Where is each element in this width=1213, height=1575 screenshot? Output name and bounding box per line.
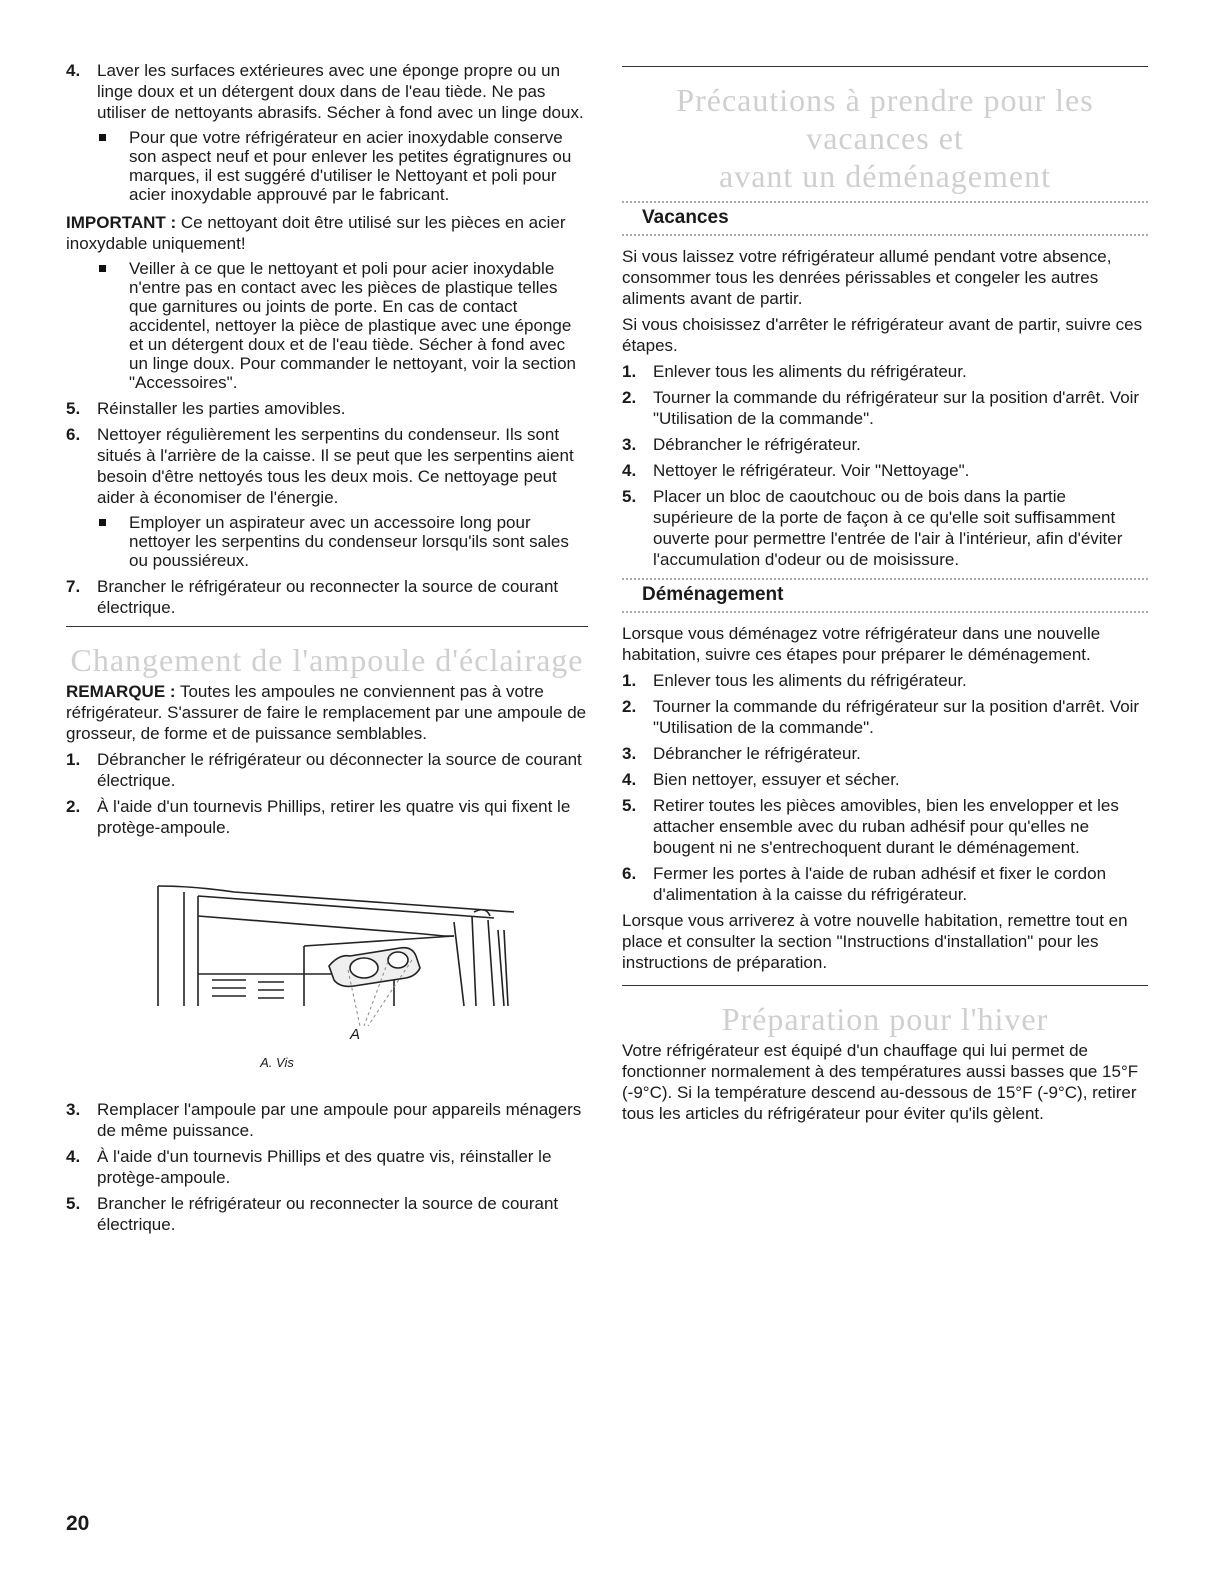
dotted-divider xyxy=(622,578,1148,580)
step-text: Débrancher le réfrigérateur. xyxy=(653,744,861,763)
vacances-step-1 xyxy=(622,361,1148,382)
figure-caption: A. Vis xyxy=(260,1055,294,1070)
demenagement-step-3 xyxy=(622,743,1148,764)
step-text: Nettoyer le réfrigérateur. Voir "Nettoyage". xyxy=(653,461,970,480)
vacances-paragraph-2: Si vous choisissez d'arrêter le réfrigérateur avant de partir, suivre ces étapes. xyxy=(622,315,1143,355)
section-divider xyxy=(66,626,588,627)
bullet-vacuum: Employer un aspirateur avec un accessoire long pour nettoyer les serpentins du condenseur lorsqu'ils sont sales ou poussiéreux. xyxy=(97,513,588,570)
bulb-steps-first xyxy=(66,749,588,838)
step-text: Brancher le réfrigérateur ou reconnecter la source de courant électrique. xyxy=(97,577,559,617)
step-number: 4. xyxy=(622,461,637,480)
bullet-plastic-contact: Veiller à ce que le nettoyant et poli pour acier inoxydable n'entre pas en contact avec les pièces de plastique telles que garnitures ou joints de porte. En cas de contact accidentel, nettoyer la pièce de plastique avec une éponge et un détergent doux et de l'eau tiède. Sécher à fond avec un linge doux. Pour commander le nettoyant, voir la section "Accessoires". xyxy=(97,259,588,392)
cleaning-step-5 xyxy=(66,398,588,419)
step-number: 4. xyxy=(66,1147,81,1166)
bulb-step-1 xyxy=(66,749,588,791)
step-text: À l'aide d'un tournevis Phillips et des quatre vis, réinstaller le protège-ampoule. xyxy=(97,1147,552,1187)
bulb-step-4 xyxy=(66,1146,588,1188)
step-text: Enlever tous les aliments du réfrigérateur. xyxy=(653,671,967,690)
step-text: Débrancher le réfrigérateur ou déconnecter la source de courant électrique. xyxy=(97,750,582,790)
bulb-section-title: Changement de l'ampoule d'éclairage xyxy=(70,642,584,678)
demenagement-step-1 xyxy=(622,670,1148,691)
cleaning-step-4 xyxy=(66,60,588,123)
bulb-step-3 xyxy=(66,1099,588,1141)
step-text: Bien nettoyer, essuyer et sécher. xyxy=(653,770,900,789)
vacances-step-4 xyxy=(622,460,1148,481)
step-text: Placer un bloc de caoutchouc ou de bois dans la partie supérieure de la porte de façon à ce qu'elle soit suffisamment ouverte pour permettre l'entrée de l'air à l'intérieur, afin d'éviter l'accumulation d'odeur ou de moisissure. xyxy=(653,487,1123,569)
dotted-divider xyxy=(622,234,1148,236)
step-text: Nettoyer régulièrement les serpentins du condenseur. Ils sont situés à l'arrière de la caisse. Il se peut que les serpentins aient besoin d'être nettoyés tous les deux mois. Ce nettoyage peut aider à économiser de l'énergie. xyxy=(97,425,574,507)
bulb-cover-figure xyxy=(154,856,554,1056)
step-text: Retirer toutes les pièces amovibles, bien les envelopper et les attacher ensemble avec du ruban adhésif pour qu'elles ne bougent ni ne s'entrechoquent durant le déménagement. xyxy=(653,796,1119,857)
demenagement-steps xyxy=(622,670,1148,905)
left-column xyxy=(66,60,588,1240)
remarque-text: Toutes les ampoules ne conviennent pas à votre réfrigérateur. S'assurer de faire le remplacement par une ampoule de grosseur, de forme et de puissance semblables. xyxy=(66,682,587,743)
vacances-steps xyxy=(622,361,1148,570)
cleaning-step-7 xyxy=(66,576,588,618)
demenagement-heading: Déménagement xyxy=(642,584,784,605)
important-note xyxy=(66,212,588,254)
remarque-label: REMARQUE : xyxy=(66,682,176,701)
vacation-title-line-2: avant un déménagement xyxy=(719,158,1051,194)
step-text: Remplacer l'ampoule par une ampoule pour appareils ménagers de même puissance. xyxy=(97,1100,582,1140)
demenagement-step-5 xyxy=(622,795,1148,858)
section-divider xyxy=(622,985,1148,986)
hiver-paragraph: Votre réfrigérateur est équipé d'un chauffage qui lui permet de fonctionner normalement à des températures aussi basses que 15°F (-9°C). Si la température descend au-dessous de 15°F (-9°C), retirer tous les articles du réfrigérateur pour éviter qu'ils gèlent. xyxy=(622,1041,1139,1123)
step-text: Fermer les portes à l'aide de ruban adhésif et fixer le cordon d'alimentation à la caisse du réfrigérateur. xyxy=(653,864,1107,904)
step-number: 1. xyxy=(622,362,637,381)
step-number: 6. xyxy=(66,425,81,444)
step-text: Enlever tous les aliments du réfrigérateur. xyxy=(653,362,967,381)
step-number: 7. xyxy=(66,577,81,596)
step-number: 4. xyxy=(622,770,637,789)
bullet-stainless-care: Pour que votre réfrigérateur en acier inoxydable conserve son aspect neuf et pour enlever les petites égratignures ou marques, il est suggéré d'utiliser le Nettoyant et poli pour acier inoxydable approuvé par le fabricant. xyxy=(97,128,588,204)
demenagement-step-4 xyxy=(622,769,1148,790)
step-number: 2. xyxy=(622,388,637,407)
bulb-step-5 xyxy=(66,1193,588,1235)
vacances-paragraph-1: Si vous laissez votre réfrigérateur allumé pendant votre absence, consommer tous les denrées périssables et congeler les autres aliments avant de partir. xyxy=(622,247,1112,308)
demenagement-step-2 xyxy=(622,696,1148,738)
step-number: 5. xyxy=(622,487,637,506)
step-number: 1. xyxy=(66,750,81,769)
demenagement-paragraph-1: Lorsque vous déménagez votre réfrigérateur dans une nouvelle habitation, suivre ces étapes pour préparer le déménagement. xyxy=(622,624,1101,664)
demenagement-paragraph-2: Lorsque vous arriverez à votre nouvelle habitation, remettre tout en place et consulter la section "Instructions d'installation" pour les instructions de préparation. xyxy=(622,911,1128,972)
vacation-section-title xyxy=(622,81,1148,195)
vacation-title-line-1: Précautions à prendre pour les vacances et xyxy=(676,82,1094,156)
step-number: 3. xyxy=(622,744,637,763)
step-text: À l'aide d'un tournevis Phillips, retirer les quatre vis qui fixent le protège-ampoule. xyxy=(97,797,571,837)
remarque-note xyxy=(66,681,588,744)
figure-label-a: A xyxy=(350,1026,361,1043)
step-number: 5. xyxy=(622,796,637,815)
step-text: Tourner la commande du réfrigérateur sur la position d'arrêt. Voir "Utilisation de la commande". xyxy=(653,388,1140,428)
page-number: 20 xyxy=(66,1512,90,1535)
step-text: Brancher le réfrigérateur ou reconnecter la source de courant électrique. xyxy=(97,1194,559,1234)
vacances-heading: Vacances xyxy=(642,207,729,228)
step-number: 2. xyxy=(66,797,81,816)
bulb-step-2 xyxy=(66,796,588,838)
winter-section-title: Préparation pour l'hiver xyxy=(721,1001,1049,1037)
right-column xyxy=(622,66,1148,1129)
step-number: 3. xyxy=(66,1100,81,1119)
step-number: 2. xyxy=(622,697,637,716)
step-number: 1. xyxy=(622,671,637,690)
dotted-divider xyxy=(622,201,1148,203)
step-number: 6. xyxy=(622,864,637,883)
vacances-step-2 xyxy=(622,387,1148,429)
step-number: 4. xyxy=(66,61,81,80)
step-text: Tourner la commande du réfrigérateur sur la position d'arrêt. Voir "Utilisation de la commande". xyxy=(653,697,1140,737)
step-text: Laver les surfaces extérieures avec une éponge propre ou un linge doux et un détergent doux dans de l'eau tiède. Ne pas utiliser de nettoyants abrasifs. Sécher à fond avec un linge doux. xyxy=(97,61,584,122)
dotted-divider xyxy=(622,611,1148,613)
cleaning-step-6 xyxy=(66,424,588,508)
step-number: 5. xyxy=(66,1194,81,1213)
step-text: Réinstaller les parties amovibles. xyxy=(97,399,346,418)
important-text: Ce nettoyant doit être utilisé sur les pièces en acier inoxydable uniquement! xyxy=(66,213,566,253)
important-label: IMPORTANT : xyxy=(66,213,177,232)
step-number: 3. xyxy=(622,435,637,454)
step-number: 5. xyxy=(66,399,81,418)
section-divider xyxy=(622,66,1148,67)
demenagement-step-6 xyxy=(622,863,1148,905)
bulb-steps-second xyxy=(66,1099,588,1235)
vacances-step-3 xyxy=(622,434,1148,455)
step-text: Débrancher le réfrigérateur. xyxy=(653,435,861,454)
vacances-step-5 xyxy=(622,486,1148,570)
